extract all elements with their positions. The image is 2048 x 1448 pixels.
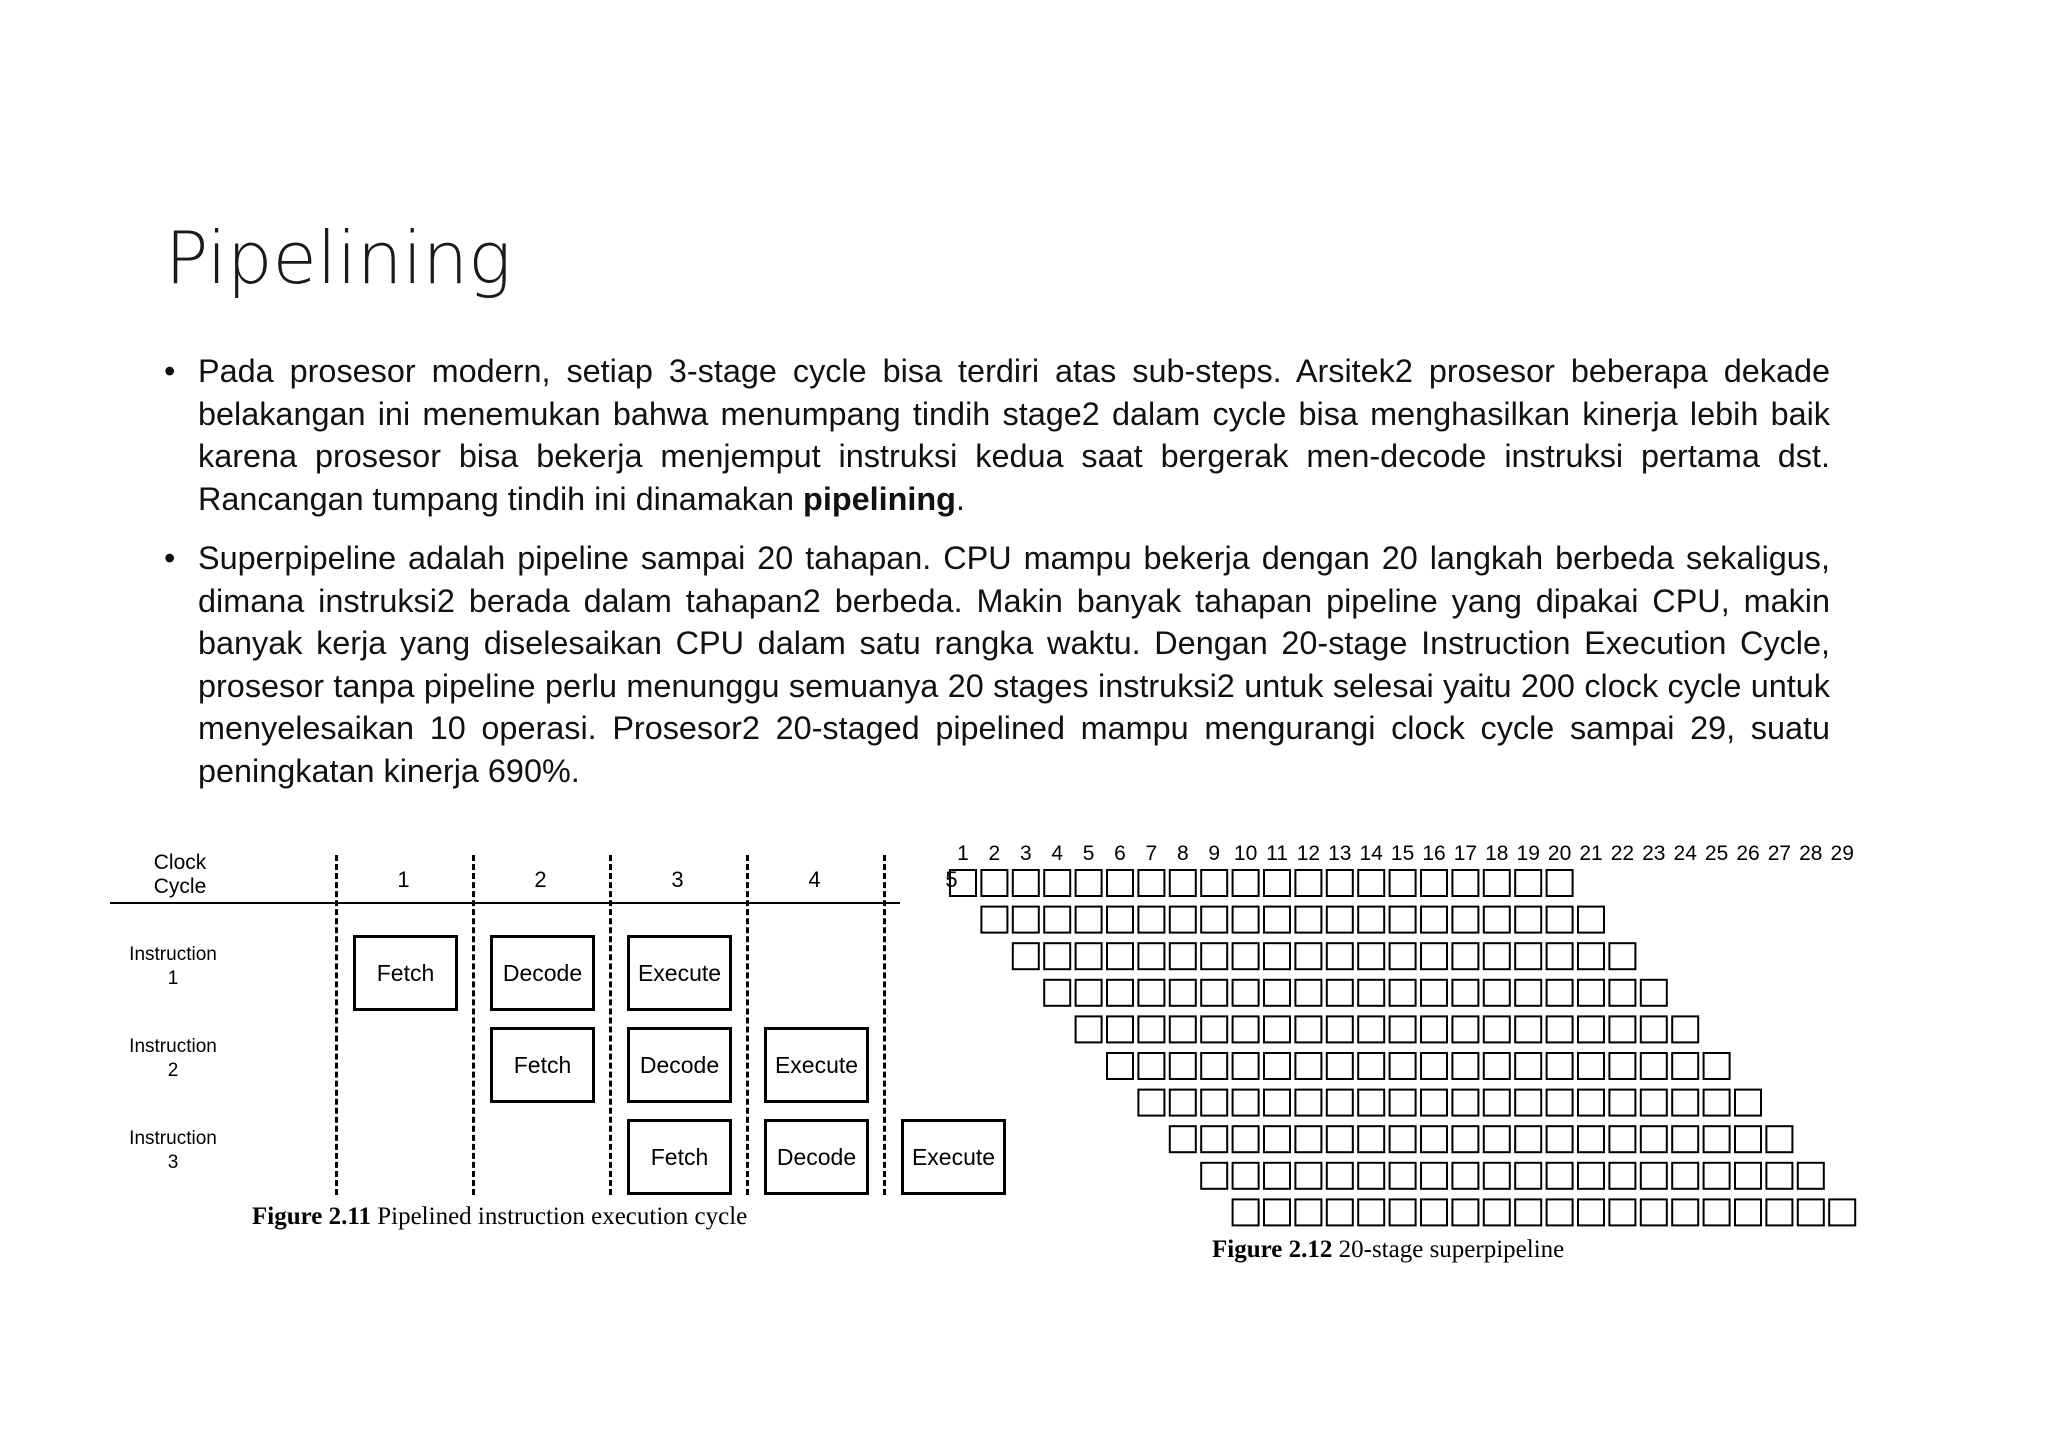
cycle-number: 1 [397, 867, 410, 892]
stage-cell [1390, 1053, 1416, 1079]
stage-cell [1641, 1126, 1667, 1152]
stage-cell [1327, 907, 1353, 933]
stage-cell [981, 870, 1007, 896]
stage-cell [1264, 1126, 1290, 1152]
stage-box-fetch: Fetch [627, 1119, 732, 1195]
caption-text: 20-stage superpipeline [1332, 1236, 1565, 1263]
stage-cell [1766, 1199, 1792, 1225]
stage-cell [1358, 980, 1384, 1006]
clock-cycle-label-line2: Cycle [153, 875, 207, 898]
stage-cell [1609, 1016, 1635, 1042]
cycle-divider [746, 855, 749, 1195]
stage-cell [1515, 943, 1541, 969]
stage-cell [1515, 1126, 1541, 1152]
stage-cell [1547, 980, 1573, 1006]
bullet-item-1 [160, 350, 1830, 520]
caption-bold: Figure 2.12 [1212, 1236, 1333, 1263]
header-divider [110, 902, 900, 904]
stage-cell [1515, 1090, 1541, 1116]
superpipeline-cycle-number: 3 [1019, 842, 1032, 865]
stage-cell [1484, 1090, 1510, 1116]
stage-cell [1484, 870, 1510, 896]
superpipeline-cycle-number: 23 [1642, 842, 1666, 865]
stage-cell [1327, 1163, 1353, 1189]
stage-cell [1452, 870, 1478, 896]
stage-box-decode: Decode [490, 935, 595, 1011]
stage-cell [1609, 980, 1635, 1006]
bullet-list [160, 350, 1830, 792]
stage-cell [1390, 1199, 1416, 1225]
cycle-divider [472, 855, 475, 1195]
stage-cell [1170, 1126, 1196, 1152]
stage-cell [1170, 1016, 1196, 1042]
stage-cell [1201, 1053, 1227, 1079]
stage-cell [1264, 1199, 1290, 1225]
stage-cell [1547, 943, 1573, 969]
stage-cell [1829, 1199, 1855, 1225]
stage-cell [1233, 870, 1259, 896]
stage-cell [1233, 943, 1259, 969]
stage-cell [1295, 1090, 1321, 1116]
cycle-number: 2 [534, 867, 547, 892]
stage-cell [1515, 907, 1541, 933]
stage-cell [1327, 1090, 1353, 1116]
stage-cell [1766, 1163, 1792, 1189]
stage-cell [1547, 1090, 1573, 1116]
stage-cell [1390, 943, 1416, 969]
stage-cell [1452, 980, 1478, 1006]
stage-cell [1641, 1090, 1667, 1116]
stage-cell [1358, 870, 1384, 896]
stage-cell [1421, 1163, 1447, 1189]
stage-cell [1609, 1163, 1635, 1189]
stage-box-decode: Decode [627, 1027, 732, 1103]
stage-cell [1704, 1163, 1730, 1189]
cycle-divider [883, 855, 886, 1195]
superpipeline-cycle-number: 27 [1767, 842, 1792, 865]
stage-cell [1076, 870, 1102, 896]
stage-cell [1704, 1090, 1730, 1116]
cycle-number: 5 [945, 867, 958, 892]
superpipeline-cycle-number: 9 [1208, 842, 1221, 865]
stage-cell [1233, 1090, 1259, 1116]
caption-bold: Figure 2.11 [252, 1203, 371, 1230]
stage-cell [1327, 1016, 1353, 1042]
stage-cell [1076, 943, 1102, 969]
stage-cell [1578, 1090, 1604, 1116]
stage-cell [1421, 907, 1447, 933]
stage-cell [1044, 943, 1070, 969]
stage-cell [1327, 980, 1353, 1006]
stage-cell [1327, 1126, 1353, 1152]
stage-box-fetch: Fetch [353, 935, 458, 1011]
stage-box-execute: Execute [901, 1119, 1006, 1195]
stage-cell [1295, 1199, 1321, 1225]
stage-cell [1233, 907, 1259, 933]
superpipeline-cycle-number: 15 [1390, 842, 1415, 865]
stage-cell [1358, 1126, 1384, 1152]
stage-cell [1013, 907, 1039, 933]
stage-cell [1515, 1053, 1541, 1079]
stage-cell [1672, 1053, 1698, 1079]
stage-cell [1672, 1199, 1698, 1225]
superpipeline-cycle-number: 26 [1736, 842, 1760, 865]
stage-cell [1358, 907, 1384, 933]
superpipeline-cycle-number: 20 [1547, 842, 1572, 865]
stage-cell [1201, 1163, 1227, 1189]
stage-cell [1735, 1199, 1761, 1225]
stage-cell [1515, 1163, 1541, 1189]
stage-cell [1390, 907, 1416, 933]
stage-cell [1421, 1126, 1447, 1152]
stage-cell [1107, 1053, 1133, 1079]
stage-cell [1295, 1126, 1321, 1152]
cycle-divider [335, 855, 338, 1195]
stage-cell [1170, 907, 1196, 933]
stage-cell [1704, 1053, 1730, 1079]
stage-cell [1233, 1053, 1259, 1079]
stage-cell [1484, 1199, 1510, 1225]
stage-cell [1484, 980, 1510, 1006]
stage-cell [1295, 980, 1321, 1006]
stage-cell [1201, 1126, 1227, 1152]
instruction-label: Instruction 2 [129, 1036, 217, 1081]
stage-cell [1264, 1163, 1290, 1189]
caption-text: Pipelined instruction execution cycle [370, 1203, 748, 1230]
stage-cell [1201, 943, 1227, 969]
stage-cell [1264, 1053, 1290, 1079]
stage-cell [1452, 1016, 1478, 1042]
stage-cell [1233, 1126, 1259, 1152]
stage-cell [1672, 1090, 1698, 1116]
superpipeline-cycle-number: 21 [1579, 842, 1603, 865]
superpipeline-cycle-number: 13 [1328, 842, 1352, 865]
stage-cell [1107, 870, 1133, 896]
stage-cell [1358, 943, 1384, 969]
superpipeline-cycle-number: 10 [1233, 842, 1258, 865]
stage-cell [1421, 1016, 1447, 1042]
superpipeline-cycle-number: 24 [1673, 842, 1697, 865]
stage-cell [1264, 907, 1290, 933]
stage-cell [1452, 1163, 1478, 1189]
stage-cell [1578, 980, 1604, 1006]
stage-cell [1484, 1126, 1510, 1152]
superpipeline-cycle-number: 4 [1051, 842, 1064, 865]
bullet-icon: • [164, 353, 176, 389]
stage-cell [1547, 1199, 1573, 1225]
superpipeline-cycle-number: 7 [1145, 842, 1158, 865]
stage-cell [1672, 1163, 1698, 1189]
stage-cell [1138, 1016, 1164, 1042]
stage-cell [1641, 1199, 1667, 1225]
stage-cell [1578, 943, 1604, 969]
stage-cell [1107, 1016, 1133, 1042]
stage-cell [1390, 1090, 1416, 1116]
stage-box-decode: Decode [764, 1119, 869, 1195]
stage-cell [1421, 1053, 1447, 1079]
superpipeline-cycle-number: 29 [1830, 842, 1854, 865]
stage-cell [1295, 1053, 1321, 1079]
stage-cell [1107, 943, 1133, 969]
pipeline-diagram [105, 845, 996, 1225]
stage-cell [1452, 1053, 1478, 1079]
stage-cell [1609, 1126, 1635, 1152]
stage-cell [1798, 1199, 1824, 1225]
stage-cell [1201, 1090, 1227, 1116]
superpipeline-cycle-number: 6 [1114, 842, 1126, 865]
stage-cell [1452, 1126, 1478, 1152]
superpipeline-cycle-number: 2 [988, 842, 1001, 865]
stage-cell [1390, 1126, 1416, 1152]
stage-cell [1578, 1163, 1604, 1189]
stage-cell [1358, 1016, 1384, 1042]
stage-cell [1327, 943, 1353, 969]
superpipeline-cycle-number: 16 [1422, 842, 1446, 865]
stage-cell [1358, 1053, 1384, 1079]
stage-cell [1107, 980, 1133, 1006]
stage-cell [1201, 1016, 1227, 1042]
instruction-label: Instruction 3 [129, 1128, 217, 1173]
stage-cell [1107, 907, 1133, 933]
stage-cell [1452, 1199, 1478, 1225]
cycle-number: 3 [671, 867, 684, 892]
stage-cell [1076, 1016, 1102, 1042]
stage-cell [1578, 1053, 1604, 1079]
bullet-text: Superpipeline adalah pipeline sampai 20 tahapan. CPU mampu bekerja dengan 20 langkah berbeda sekaligus, dimana instruksi2 berada dalam tahapan2 berbeda. Makin banyak tahapan pipeline yang dipakai CPU, makin banyak kerja yang diselesaikan CPU dalam satu rangka waktu. Dengan 20-stage Instruction Execution Cycle, prosesor tanpa pipeline perlu menunggu semuanya 20 stages instruksi2 untuk selesai yaitu 200 clock cycle untuk menyelesaikan 10 operasi. Prosesor2 20-staged pipelined mampu mengurangi clock cycle sampai 29, suatu peningkatan kinerja 690%. [198, 540, 1830, 789]
superpipeline-cycle-number: 14 [1359, 842, 1383, 865]
stage-cell [1295, 1163, 1321, 1189]
stage-cell [1295, 907, 1321, 933]
stage-cell [1201, 870, 1227, 896]
bullet-item-2 [160, 537, 1830, 792]
stage-cell [1515, 870, 1541, 896]
stage-cell [1358, 1090, 1384, 1116]
clock-cycle-label-line1: Clock [153, 851, 207, 874]
stage-box-fetch: Fetch [490, 1027, 595, 1103]
figure-2-11-caption [252, 1203, 747, 1231]
stage-cell [1798, 1163, 1824, 1189]
stage-cell [1484, 1163, 1510, 1189]
stage-cell [1609, 1090, 1635, 1116]
stage-cell [1170, 1053, 1196, 1079]
stage-cell [1233, 1016, 1259, 1042]
stage-cell [1547, 870, 1573, 896]
stage-cell [1170, 980, 1196, 1006]
stage-cell [1672, 1016, 1698, 1042]
superpipeline-cycle-number: 17 [1453, 842, 1478, 865]
superpipeline-cycle-number: 18 [1485, 842, 1509, 865]
stage-cell [1201, 980, 1227, 1006]
stage-cell [1170, 1090, 1196, 1116]
stage-cell [1609, 943, 1635, 969]
instruction-label: Instruction 1 [129, 944, 217, 989]
stage-cell [1484, 907, 1510, 933]
stage-cell [1641, 980, 1667, 1006]
stage-cell [1013, 870, 1039, 896]
stage-cell [1641, 1016, 1667, 1042]
superpipeline-cycle-number: 5 [1082, 842, 1095, 865]
bullet-text-end: . [955, 480, 965, 517]
stage-cell [1390, 980, 1416, 1006]
stage-cell [1138, 943, 1164, 969]
stage-cell [1233, 980, 1259, 1006]
stage-cell [1578, 1016, 1604, 1042]
cycle-divider [609, 855, 612, 1195]
stage-cell [1044, 907, 1070, 933]
stage-cell [1452, 1090, 1478, 1116]
stage-cell [1327, 1053, 1353, 1079]
stage-cell [1484, 943, 1510, 969]
stage-cell [1013, 943, 1039, 969]
stage-cell [1295, 1016, 1321, 1042]
stage-cell [1578, 907, 1604, 933]
stage-cell [1264, 1016, 1290, 1042]
stage-cell [1201, 907, 1227, 933]
stage-cell [1766, 1126, 1792, 1152]
stage-cell [1578, 1199, 1604, 1225]
stage-cell [1704, 1126, 1730, 1152]
stage-cell [1233, 1199, 1259, 1225]
bullet-icon: • [164, 540, 176, 576]
stage-cell [1515, 1199, 1541, 1225]
stage-cell [1264, 980, 1290, 1006]
stage-cell [1609, 1199, 1635, 1225]
stage-cell [1735, 1163, 1761, 1189]
stage-cell [1704, 1199, 1730, 1225]
superpipeline-cycle-number: 1 [957, 842, 969, 865]
stage-cell [1233, 1163, 1259, 1189]
stage-cell [1138, 1090, 1164, 1116]
stage-cell [1452, 943, 1478, 969]
stage-cell [981, 907, 1007, 933]
superpipeline-cycle-number: 11 [1266, 842, 1288, 865]
stage-cell [1170, 943, 1196, 969]
cycle-number: 4 [808, 867, 821, 892]
stage-cell [1044, 870, 1070, 896]
stage-cell [1547, 1053, 1573, 1079]
stage-cell [1578, 1126, 1604, 1152]
stage-cell [1421, 1090, 1447, 1116]
stage-cell [1264, 870, 1290, 896]
stage-cell [1358, 1163, 1384, 1189]
superpipeline-cycle-number: 22 [1610, 842, 1635, 865]
stage-cell [1421, 1199, 1447, 1225]
superpipeline-cycle-number: 28 [1799, 842, 1823, 865]
stage-cell [1390, 1016, 1416, 1042]
stage-cell [1515, 1016, 1541, 1042]
stage-cell [1264, 1090, 1290, 1116]
stage-cell [1421, 943, 1447, 969]
stage-cell [1264, 943, 1290, 969]
stage-cell [1327, 870, 1353, 896]
figure-2-12-caption [1212, 1236, 1564, 1264]
stage-cell [1672, 1126, 1698, 1152]
stage-cell [1390, 870, 1416, 896]
stage-cell [1327, 1199, 1353, 1225]
stage-cell [1641, 1163, 1667, 1189]
stage-cell [1735, 1126, 1761, 1152]
stage-cell [1390, 1163, 1416, 1189]
superpipeline-cycle-number: 19 [1516, 842, 1540, 865]
stage-cell [1452, 907, 1478, 933]
stage-cell [1138, 907, 1164, 933]
stage-cell [1547, 1163, 1573, 1189]
stage-cell [1484, 1053, 1510, 1079]
stage-cell [1138, 870, 1164, 896]
stage-cell [1735, 1090, 1761, 1116]
superpipeline-cycle-number: 25 [1704, 842, 1729, 865]
stage-cell [1609, 1053, 1635, 1079]
stage-cell [1170, 870, 1196, 896]
stage-box-execute: Execute [764, 1027, 869, 1103]
stage-cell [1044, 980, 1070, 1006]
stage-box-execute: Execute [627, 935, 732, 1011]
slide-title: Pipelining [165, 216, 512, 300]
stage-cell [1358, 1199, 1384, 1225]
bullet-bold-term: pipelining [803, 480, 956, 517]
stage-cell [1515, 980, 1541, 1006]
stage-cell [1076, 980, 1102, 1006]
stage-cell [1421, 870, 1447, 896]
stage-cell [1484, 1016, 1510, 1042]
stage-cell [1547, 907, 1573, 933]
stage-cell [1138, 1053, 1164, 1079]
stage-cell [1641, 1053, 1667, 1079]
stage-cell [1295, 943, 1321, 969]
stage-cell [1295, 870, 1321, 896]
stage-cell [1547, 1016, 1573, 1042]
stage-cell [1138, 980, 1164, 1006]
stage-cell [1076, 907, 1102, 933]
stage-cell [1421, 980, 1447, 1006]
clock-cycle-label [120, 851, 240, 899]
superpipeline-cycle-number: 8 [1176, 842, 1189, 865]
stage-cell [1547, 1126, 1573, 1152]
superpipeline-cycle-number: 12 [1296, 842, 1321, 865]
bullet-text: Pada prosesor modern, setiap 3-stage cycle bisa terdiri atas sub-steps. Arsitek2 prosesor beberapa dekade belakangan ini menemukan bahwa menumpang tindih stage2 dalam cycle bisa menghasilkan kinerja lebih baik karena prosesor bisa bekerja menjemput instruksi kedua saat bergerak men-decode instruksi pertama dst. Rancangan tumpang tindih ini dinamakan [198, 353, 1830, 517]
